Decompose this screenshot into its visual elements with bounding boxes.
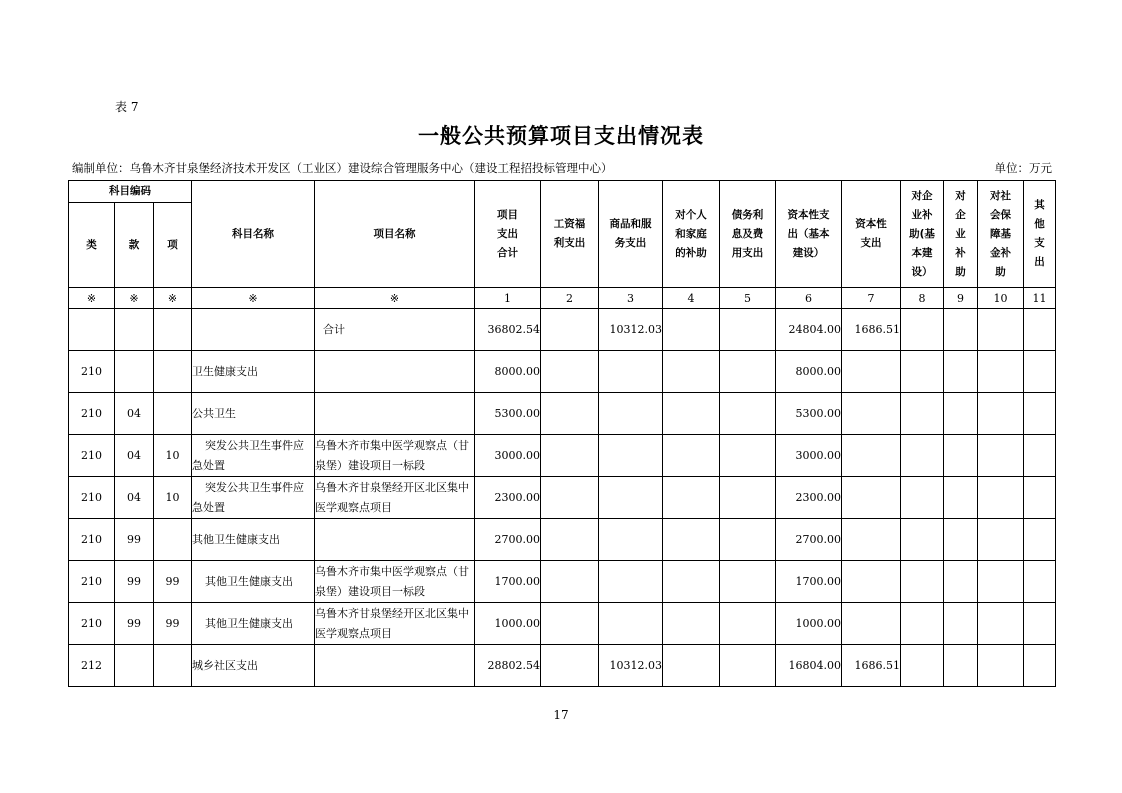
cell-project-name: 乌鲁木齐市集中医学观察点（甘泉堡）建设项目一标段 xyxy=(315,435,475,477)
cell-wages xyxy=(541,435,599,477)
index-cell: ※ xyxy=(69,288,115,309)
cell-individual xyxy=(663,435,720,477)
header-other: 其 他 支 出 xyxy=(1024,181,1056,288)
header-goods: 商品和服 务支出 xyxy=(599,181,663,288)
cell-social xyxy=(978,519,1024,561)
compiler-unit: 编制单位：乌鲁木齐甘泉堡经济技术开发区（工业区）建设综合管理服务中心（建设工程招投标管理中心） xyxy=(72,161,613,175)
cell-goods: 10312.03 xyxy=(599,309,663,351)
cell-wages xyxy=(541,309,599,351)
cell-total: 2300.00 xyxy=(475,477,541,519)
cell-capital xyxy=(842,519,901,561)
cell-subject-name: 突发公共卫生事件应急处置 xyxy=(192,435,315,477)
header-enterprise-basic: 对企 业补 助(基 本建 设） xyxy=(901,181,944,288)
cell-debt xyxy=(720,351,776,393)
cell-enterprise-basic xyxy=(901,477,944,519)
cell-capital xyxy=(842,351,901,393)
table-row xyxy=(69,351,1056,393)
table-row xyxy=(69,561,1056,603)
cell-subject-name xyxy=(192,309,315,351)
cell-lei: 210 xyxy=(69,477,115,519)
cell-capital-basic: 24804.00 xyxy=(776,309,842,351)
table-row xyxy=(69,519,1056,561)
header-debt: 债务利 息及费 用支出 xyxy=(720,181,776,288)
header-capital: 资本性 支出 xyxy=(842,181,901,288)
cell-individual xyxy=(663,603,720,645)
cell-project-name xyxy=(315,393,475,435)
cell-social xyxy=(978,603,1024,645)
cell-kuan: 99 xyxy=(115,561,154,603)
cell-enterprise xyxy=(944,351,978,393)
cell-capital-basic: 2700.00 xyxy=(776,519,842,561)
cell-other xyxy=(1024,435,1056,477)
index-cell: 11 xyxy=(1024,288,1056,309)
cell-xiang xyxy=(154,519,192,561)
cell-other xyxy=(1024,561,1056,603)
cell-lei: 210 xyxy=(69,519,115,561)
cell-lei: 210 xyxy=(69,603,115,645)
cell-social xyxy=(978,393,1024,435)
index-cell: ※ xyxy=(115,288,154,309)
cell-lei: 210 xyxy=(69,351,115,393)
cell-capital xyxy=(842,435,901,477)
cell-total: 1700.00 xyxy=(475,561,541,603)
cell-project-name: 合计 xyxy=(315,309,475,351)
cell-xiang xyxy=(154,351,192,393)
cell-capital-basic: 1700.00 xyxy=(776,561,842,603)
budget-table xyxy=(68,180,1056,687)
header-social: 对社 会保 障基 金补 助 xyxy=(978,181,1024,288)
page-number: 17 xyxy=(553,708,569,722)
cell-wages xyxy=(541,645,599,687)
cell-enterprise xyxy=(944,561,978,603)
cell-total: 5300.00 xyxy=(475,393,541,435)
cell-enterprise-basic xyxy=(901,561,944,603)
cell-enterprise xyxy=(944,603,978,645)
cell-enterprise-basic xyxy=(901,603,944,645)
cell-individual xyxy=(663,351,720,393)
cell-lei: 210 xyxy=(69,435,115,477)
cell-xiang: 99 xyxy=(154,561,192,603)
cell-social xyxy=(978,435,1024,477)
index-row xyxy=(69,288,1056,309)
header-lei: 类 xyxy=(69,203,115,288)
table-row xyxy=(69,603,1056,645)
cell-enterprise-basic xyxy=(901,519,944,561)
cell-other xyxy=(1024,309,1056,351)
index-cell: ※ xyxy=(154,288,192,309)
cell-debt xyxy=(720,561,776,603)
table-row xyxy=(69,477,1056,519)
cell-enterprise xyxy=(944,309,978,351)
cell-individual xyxy=(663,561,720,603)
cell-wages xyxy=(541,561,599,603)
header-total: 项目 支出 合计 xyxy=(475,181,541,288)
cell-project-name: 乌鲁木齐市集中医学观察点（甘泉堡）建设项目一标段 xyxy=(315,561,475,603)
cell-capital: 1686.51 xyxy=(842,309,901,351)
cell-goods xyxy=(599,603,663,645)
cell-kuan: 04 xyxy=(115,393,154,435)
cell-lei: 210 xyxy=(69,561,115,603)
cell-kuan: 99 xyxy=(115,603,154,645)
cell-total: 28802.54 xyxy=(475,645,541,687)
cell-capital-basic: 16804.00 xyxy=(776,645,842,687)
cell-subject-name: 其他卫生健康支出 xyxy=(192,603,315,645)
cell-capital xyxy=(842,561,901,603)
cell-project-name xyxy=(315,645,475,687)
cell-debt xyxy=(720,603,776,645)
cell-enterprise-basic xyxy=(901,351,944,393)
cell-enterprise xyxy=(944,393,978,435)
header-subject-name: 科目名称 xyxy=(192,181,315,288)
header-enterprise: 对 企 业 补 助 xyxy=(944,181,978,288)
cell-xiang: 10 xyxy=(154,435,192,477)
cell-debt xyxy=(720,519,776,561)
cell-individual xyxy=(663,519,720,561)
cell-social xyxy=(978,477,1024,519)
cell-individual xyxy=(663,645,720,687)
cell-total: 8000.00 xyxy=(475,351,541,393)
cell-total: 36802.54 xyxy=(475,309,541,351)
index-cell: 1 xyxy=(475,288,541,309)
cell-debt xyxy=(720,393,776,435)
cell-other xyxy=(1024,645,1056,687)
cell-capital xyxy=(842,603,901,645)
index-cell: 2 xyxy=(541,288,599,309)
cell-individual xyxy=(663,309,720,351)
cell-goods xyxy=(599,351,663,393)
cell-debt xyxy=(720,477,776,519)
cell-project-name: 乌鲁木齐甘泉堡经开区北区集中医学观察点项目 xyxy=(315,603,475,645)
cell-wages xyxy=(541,477,599,519)
table-row xyxy=(69,435,1056,477)
cell-lei: 210 xyxy=(69,393,115,435)
cell-lei: 212 xyxy=(69,645,115,687)
cell-xiang xyxy=(154,645,192,687)
cell-enterprise-basic xyxy=(901,309,944,351)
cell-subject-name: 城乡社区支出 xyxy=(192,645,315,687)
cell-enterprise xyxy=(944,519,978,561)
cell-xiang: 10 xyxy=(154,477,192,519)
index-cell: ※ xyxy=(192,288,315,309)
header-kuan: 款 xyxy=(115,203,154,288)
header-subject-code: 科目编码 xyxy=(69,181,192,203)
cell-kuan xyxy=(115,309,154,351)
cell-subject-name: 其他卫生健康支出 xyxy=(192,561,315,603)
cell-social xyxy=(978,351,1024,393)
cell-capital-basic: 2300.00 xyxy=(776,477,842,519)
cell-other xyxy=(1024,393,1056,435)
index-cell: 4 xyxy=(663,288,720,309)
cell-debt xyxy=(720,309,776,351)
cell-enterprise xyxy=(944,477,978,519)
cell-project-name xyxy=(315,519,475,561)
table-row xyxy=(69,645,1056,687)
header-individual: 对个人 和家庭 的补助 xyxy=(663,181,720,288)
cell-total: 1000.00 xyxy=(475,603,541,645)
cell-individual xyxy=(663,477,720,519)
cell-other xyxy=(1024,603,1056,645)
cell-social xyxy=(978,309,1024,351)
header-wages: 工资福 利支出 xyxy=(541,181,599,288)
cell-other xyxy=(1024,519,1056,561)
header-project-name: 项目名称 xyxy=(315,181,475,288)
cell-capital-basic: 8000.00 xyxy=(776,351,842,393)
cell-kuan: 99 xyxy=(115,519,154,561)
cell-wages xyxy=(541,393,599,435)
cell-capital xyxy=(842,477,901,519)
cell-goods xyxy=(599,519,663,561)
cell-subject-name: 卫生健康支出 xyxy=(192,351,315,393)
index-cell: 9 xyxy=(944,288,978,309)
cell-other xyxy=(1024,477,1056,519)
cell-enterprise-basic xyxy=(901,435,944,477)
cell-enterprise-basic xyxy=(901,393,944,435)
cell-enterprise-basic xyxy=(901,645,944,687)
index-cell: 5 xyxy=(720,288,776,309)
cell-lei xyxy=(69,309,115,351)
cell-individual xyxy=(663,393,720,435)
cell-capital-basic: 3000.00 xyxy=(776,435,842,477)
cell-capital-basic: 1000.00 xyxy=(776,603,842,645)
index-cell: 10 xyxy=(978,288,1024,309)
cell-debt xyxy=(720,435,776,477)
cell-goods: 10312.03 xyxy=(599,645,663,687)
cell-subject-name: 突发公共卫生事件应急处置 xyxy=(192,477,315,519)
cell-wages xyxy=(541,519,599,561)
cell-social xyxy=(978,645,1024,687)
cell-subject-name: 公共卫生 xyxy=(192,393,315,435)
table-row xyxy=(69,393,1056,435)
cell-goods xyxy=(599,435,663,477)
cell-other xyxy=(1024,351,1056,393)
currency-unit: 单位：万元 xyxy=(994,161,1052,175)
cell-subject-name: 其他卫生健康支出 xyxy=(192,519,315,561)
index-cell: 6 xyxy=(776,288,842,309)
cell-capital: 1686.51 xyxy=(842,645,901,687)
cell-debt xyxy=(720,645,776,687)
cell-wages xyxy=(541,351,599,393)
cell-capital xyxy=(842,393,901,435)
cell-enterprise xyxy=(944,435,978,477)
cell-xiang xyxy=(154,309,192,351)
index-cell: 7 xyxy=(842,288,901,309)
header-xiang: 项 xyxy=(154,203,192,288)
index-cell: 3 xyxy=(599,288,663,309)
cell-enterprise xyxy=(944,645,978,687)
cell-project-name: 乌鲁木齐甘泉堡经开区北区集中医学观察点项目 xyxy=(315,477,475,519)
cell-total: 3000.00 xyxy=(475,435,541,477)
cell-kuan: 04 xyxy=(115,435,154,477)
index-cell: ※ xyxy=(315,288,475,309)
cell-goods xyxy=(599,393,663,435)
cell-goods xyxy=(599,477,663,519)
cell-xiang: 99 xyxy=(154,603,192,645)
cell-total: 2700.00 xyxy=(475,519,541,561)
header-capital-basic: 资本性支 出（基本 建设） xyxy=(776,181,842,288)
table-number: 表 7 xyxy=(115,100,139,114)
cell-kuan: 04 xyxy=(115,477,154,519)
cell-goods xyxy=(599,561,663,603)
page-title: 一般公共预算项目支出情况表 xyxy=(418,124,704,148)
cell-project-name xyxy=(315,351,475,393)
index-cell: 8 xyxy=(901,288,944,309)
cell-kuan xyxy=(115,645,154,687)
cell-wages xyxy=(541,603,599,645)
cell-xiang xyxy=(154,393,192,435)
cell-social xyxy=(978,561,1024,603)
cell-capital-basic: 5300.00 xyxy=(776,393,842,435)
cell-kuan xyxy=(115,351,154,393)
table-row xyxy=(69,309,1056,351)
